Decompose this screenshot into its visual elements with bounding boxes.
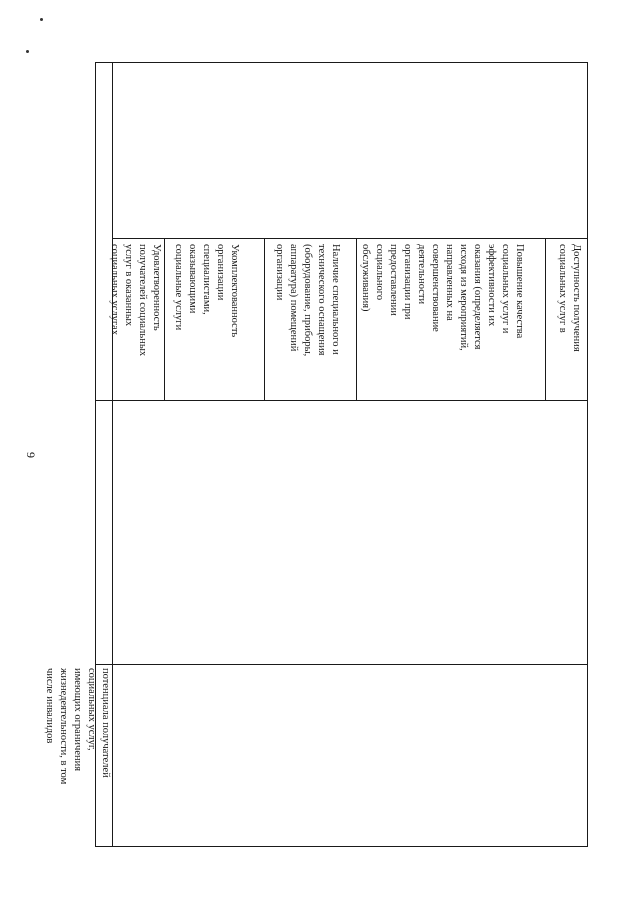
column-divider — [545, 238, 546, 400]
scan-speck — [26, 50, 29, 53]
indicator-column-top — [112, 238, 588, 239]
row-divider-main — [95, 664, 588, 665]
cell-target-group: потенциала получателей социальных услуг, имеющих ограничения жизнедеятельности, в том числе инвалидов — [44, 668, 111, 785]
indicator-accessibility: Доступность получения социальных услуг в — [557, 244, 582, 352]
column-divider — [356, 238, 357, 400]
column-divider — [264, 238, 265, 400]
row-divider-middle — [95, 400, 588, 401]
indicator-satisfaction: Удовлетворенность получателей социальных услуг в оказанных социальных услугах — [109, 244, 162, 357]
table-border-right — [587, 62, 588, 847]
indicator-quality: Повышение качества социальных услуг и эффективности их оказания (определяется исходя из мероприятий, направленных на совершенствование деятельности организации при предоставлении социального обслуживания) — [360, 244, 525, 351]
indicator-staffing: Укомплектованность организации специалистами, оказывающими социальные услуги — [173, 244, 240, 338]
column-divider — [112, 62, 113, 847]
scan-speck — [40, 18, 43, 21]
indicator-equipment: Наличие специального и технического оснащения (оборудование, приборы, аппаратура) помещений организации — [274, 244, 341, 357]
page-number: 9 — [24, 452, 38, 458]
table-border-top — [95, 62, 588, 63]
column-divider — [164, 238, 165, 400]
table-border-bottom — [95, 846, 588, 847]
